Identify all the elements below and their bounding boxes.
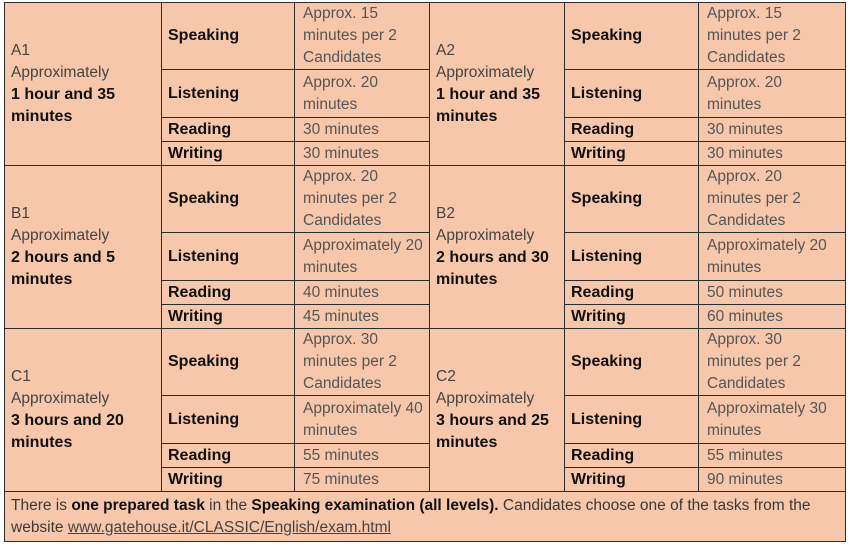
skill-cell (565, 468, 699, 492)
skill-duration (699, 305, 846, 329)
level-duration: 1 hour and 35 minutes (11, 86, 116, 125)
level-duration-prefix: Approximately (11, 390, 110, 407)
skill-duration (295, 118, 430, 142)
skill-name: Speaking (571, 353, 643, 370)
skill-cell (565, 281, 699, 305)
exam-duration-table (4, 2, 846, 542)
skill-cell (162, 468, 295, 492)
skill-duration (699, 396, 846, 444)
level-code: B2 (436, 205, 455, 222)
level-cell-a2 (430, 3, 565, 166)
skill-name: Writing (168, 144, 223, 162)
skill-name: Speaking (168, 190, 240, 207)
skill-name: Speaking (168, 27, 240, 44)
skill-cell (162, 142, 295, 166)
skill-cell (565, 329, 699, 396)
skill-cell (162, 70, 295, 118)
skill-name: Speaking (571, 190, 643, 207)
skill-cell (162, 118, 295, 142)
skill-duration (699, 142, 846, 166)
skill-name: Writing (571, 470, 626, 488)
level-code: A2 (436, 42, 455, 59)
skill-duration (699, 70, 846, 118)
skill-duration (699, 3, 846, 70)
skill-duration-text: Approx. 20 minutes (303, 73, 378, 113)
skill-duration (699, 329, 846, 396)
skill-duration (295, 305, 430, 329)
skill-duration (295, 468, 430, 492)
skill-name: Listening (571, 84, 643, 102)
skill-duration (295, 70, 430, 118)
skill-duration (699, 118, 846, 142)
skill-duration (699, 468, 846, 492)
level-duration: 2 hours and 5 minutes (11, 249, 116, 288)
skill-cell (565, 166, 699, 233)
skill-cell (565, 70, 699, 118)
skill-name: Listening (168, 410, 240, 428)
skill-name: Listening (571, 247, 643, 265)
skill-cell (162, 305, 295, 329)
skill-cell (162, 329, 295, 396)
level-cell-b2 (430, 166, 565, 329)
level-duration-prefix: Approximately (436, 64, 535, 81)
skill-duration-text: Approximately 30 minutes (707, 399, 827, 439)
exam-table-body (5, 3, 846, 542)
skill-duration-text: 55 minutes (303, 446, 379, 464)
level-cell-a1 (5, 3, 162, 166)
table-row (5, 492, 846, 542)
skill-duration (295, 233, 430, 281)
skill-duration-text: 55 minutes (707, 446, 783, 464)
skill-name: Listening (168, 84, 240, 102)
skill-duration-text: 30 minutes (303, 120, 379, 138)
skill-duration (699, 233, 846, 281)
skill-duration-text: Approx. 20 minutes per 2 Candidates (303, 168, 397, 229)
skill-cell (565, 444, 699, 468)
skill-name: Reading (168, 120, 232, 138)
skill-duration-text: Approx. 30 minutes per 2 Candidates (707, 331, 801, 392)
skill-duration (295, 3, 430, 70)
skill-cell (162, 166, 295, 233)
skill-duration-text: 75 minutes (303, 470, 379, 488)
skill-cell (565, 305, 699, 329)
skill-cell (565, 3, 699, 70)
skill-duration (699, 444, 846, 468)
level-duration-prefix: Approximately (11, 227, 110, 244)
skill-duration-text: Approximately 20 minutes (707, 236, 827, 276)
level-cell-c1 (5, 329, 162, 492)
skill-duration-text: Approx. 30 minutes per 2 Candidates (303, 331, 397, 392)
level-cell-b1 (5, 166, 162, 329)
skill-duration-text: Approx. 20 minutes per 2 Candidates (707, 168, 801, 229)
table-row (5, 166, 846, 233)
skill-duration (295, 329, 430, 396)
skill-duration (295, 166, 430, 233)
skill-cell (565, 142, 699, 166)
skill-cell (565, 118, 699, 142)
skill-cell (162, 444, 295, 468)
level-duration-prefix: Approximately (436, 227, 535, 244)
skill-duration (295, 281, 430, 305)
table-row (5, 329, 846, 396)
skill-name: Writing (168, 470, 223, 488)
skill-duration-text: 45 minutes (303, 307, 379, 325)
skill-duration-text: Approx. 20 minutes (707, 73, 782, 113)
note-text: There is (11, 496, 72, 514)
table-row (5, 3, 846, 70)
skill-cell (162, 281, 295, 305)
skill-duration-text: 50 minutes (707, 283, 783, 301)
skill-cell (162, 3, 295, 70)
level-duration: 2 hours and 30 minutes (436, 249, 549, 288)
skill-name: Writing (571, 144, 626, 162)
skill-cell (565, 396, 699, 444)
level-cell-c2 (430, 329, 565, 492)
skill-name: Speaking (168, 353, 240, 370)
note-text: Candidates choose one of the tasks from the website (11, 496, 811, 536)
skill-cell (162, 233, 295, 281)
level-code: C2 (436, 368, 456, 385)
skill-name: Writing (571, 307, 626, 325)
skill-duration-text: 30 minutes (707, 144, 783, 162)
skill-duration-text: 30 minutes (303, 144, 379, 162)
skill-duration-text: 30 minutes (707, 120, 783, 138)
skill-duration-text: Approximately 40 minutes (303, 399, 423, 439)
skill-cell (565, 233, 699, 281)
skill-cell (162, 396, 295, 444)
skill-name: Reading (571, 120, 635, 138)
skill-duration (295, 396, 430, 444)
skill-duration-text: 60 minutes (707, 307, 783, 325)
website-link[interactable]: www.gatehouse.it/CLASSIC/English/exam.html (67, 518, 391, 536)
speaking-note (5, 492, 846, 542)
skill-name: Speaking (571, 27, 643, 44)
skill-name: Reading (571, 283, 635, 301)
skill-name: Reading (168, 283, 232, 301)
skill-name: Listening (571, 410, 643, 428)
skill-name: Reading (168, 446, 232, 464)
skill-duration (295, 444, 430, 468)
level-duration: 3 hours and 20 minutes (11, 412, 124, 451)
skill-duration-text: Approx. 15 minutes per 2 Candidates (303, 5, 397, 66)
note-text: in the (204, 496, 252, 514)
skill-name: Reading (571, 446, 635, 464)
note-emphasis: Speaking examination (all levels). (251, 496, 499, 514)
level-duration-prefix: Approximately (436, 390, 535, 407)
skill-duration (699, 281, 846, 305)
level-duration: 1 hour and 35 minutes (436, 86, 541, 125)
skill-duration-text: 40 minutes (303, 283, 379, 301)
skill-name: Writing (168, 307, 223, 325)
skill-duration-text: Approx. 15 minutes per 2 Candidates (707, 5, 801, 66)
skill-duration-text: Approximately 20 minutes (303, 236, 423, 276)
note-emphasis: one prepared task (71, 496, 205, 514)
level-duration-prefix: Approximately (11, 64, 110, 81)
level-code: C1 (11, 368, 31, 385)
skill-duration (295, 142, 430, 166)
level-code: B1 (11, 205, 30, 222)
skill-duration-text: 90 minutes (707, 470, 783, 488)
skill-name: Listening (168, 247, 240, 265)
level-duration: 3 hours and 25 minutes (436, 412, 549, 451)
level-code: A1 (11, 42, 30, 59)
skill-duration (699, 166, 846, 233)
